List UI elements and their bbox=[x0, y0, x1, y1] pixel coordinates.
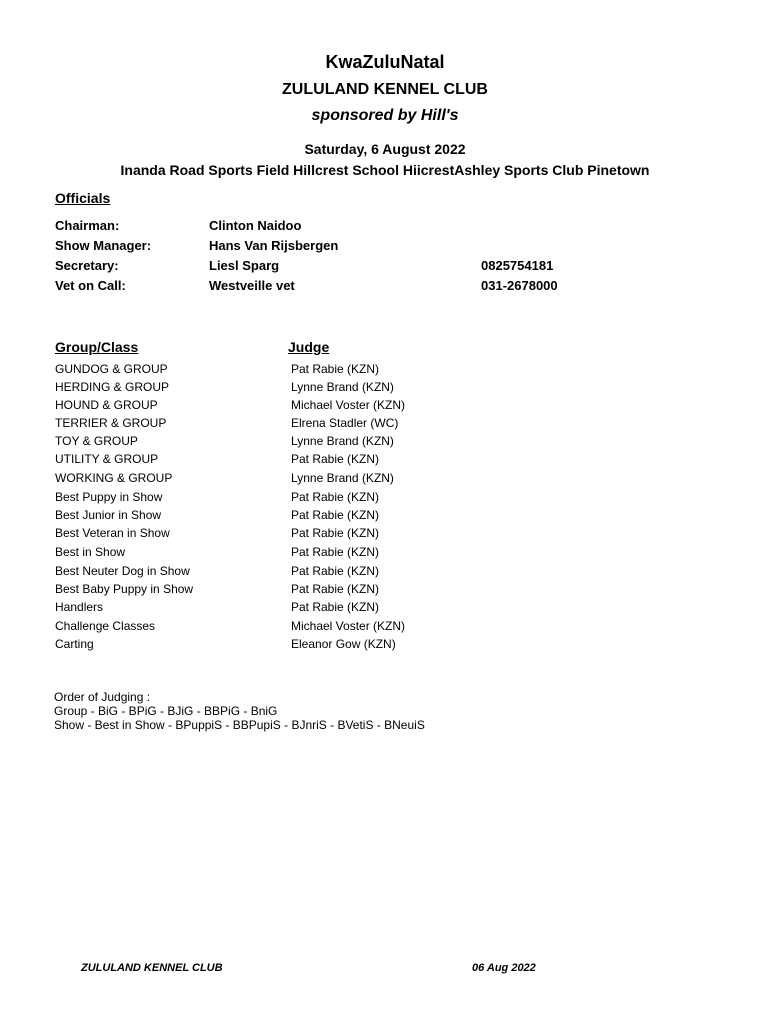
judging-row bbox=[55, 582, 555, 600]
class-name: Best Baby Puppy in Show bbox=[55, 582, 194, 596]
class-name: HOUND & GROUP bbox=[55, 398, 158, 412]
judge-name: Eleanor Gow (KZN) bbox=[291, 637, 396, 651]
region-title: KwaZuluNatal bbox=[325, 52, 445, 72]
judge-name: Pat Rabie (KZN) bbox=[291, 526, 380, 540]
official-name: Clinton Naidoo bbox=[209, 218, 302, 233]
class-name: TERRIER & GROUP bbox=[55, 416, 167, 430]
official-name: Hans Van Rijsbergen bbox=[209, 238, 339, 253]
class-name: Best Neuter Dog in Show bbox=[55, 564, 190, 578]
official-phone: 031-2678000 bbox=[481, 278, 558, 293]
official-name: Liesl Sparg bbox=[209, 258, 280, 273]
judge-name: Elrena Stadler (WC) bbox=[291, 416, 399, 430]
judge-name: Michael Voster (KZN) bbox=[291, 619, 406, 633]
official-label: Vet on Call: bbox=[55, 278, 126, 293]
class-name: Best in Show bbox=[55, 545, 126, 559]
class-name: HERDING & GROUP bbox=[55, 380, 170, 394]
judge-name: Pat Rabie (KZN) bbox=[291, 582, 380, 596]
official-label: Show Manager: bbox=[55, 238, 152, 253]
judge-name: Michael Voster (KZN) bbox=[291, 398, 406, 412]
class-name: Best Junior in Show bbox=[55, 508, 162, 522]
judge-heading: Judge bbox=[288, 339, 330, 355]
class-name: Carting bbox=[55, 637, 94, 651]
judging-row bbox=[55, 416, 555, 434]
judging-row bbox=[55, 452, 555, 470]
judging-row bbox=[55, 526, 555, 544]
official-label: Chairman: bbox=[55, 218, 120, 233]
judge-name: Pat Rabie (KZN) bbox=[291, 362, 380, 376]
official-name: Westveille vet bbox=[209, 278, 295, 293]
judging-row bbox=[55, 490, 555, 508]
officials-heading: Officials bbox=[55, 190, 111, 206]
official-row-secretary bbox=[55, 258, 655, 278]
judging-row bbox=[55, 508, 555, 526]
footer-club: ZULULAND KENNEL CLUB bbox=[81, 962, 223, 974]
club-name: ZULULAND KENNEL CLUB bbox=[282, 81, 488, 98]
order-of-judging bbox=[54, 690, 425, 732]
group-class-heading: Group/Class bbox=[55, 339, 139, 355]
judge-name: Pat Rabie (KZN) bbox=[291, 508, 380, 522]
judge-name: Lynne Brand (KZN) bbox=[291, 380, 394, 394]
official-label: Secretary: bbox=[55, 258, 119, 273]
official-phone: 0825754181 bbox=[481, 258, 554, 273]
judging-row bbox=[55, 362, 555, 380]
judging-row bbox=[55, 434, 555, 452]
judging-row bbox=[55, 398, 555, 416]
judge-name: Lynne Brand (KZN) bbox=[291, 471, 394, 485]
venue-line: Inanda Road Sports Field Hillcrest School HiicrestAshley Sports Club Pinetown bbox=[120, 162, 650, 178]
show-date: Saturday, 6 August 2022 bbox=[304, 141, 466, 157]
order-heading: Order of Judging : bbox=[54, 690, 151, 704]
sponsor-line: sponsored by Hill's bbox=[311, 107, 459, 124]
judging-row bbox=[55, 564, 555, 582]
official-row-show-manager bbox=[55, 238, 655, 258]
judge-name: Lynne Brand (KZN) bbox=[291, 434, 394, 448]
judging-row bbox=[55, 600, 555, 618]
judge-name: Pat Rabie (KZN) bbox=[291, 564, 380, 578]
judging-row bbox=[55, 619, 555, 637]
official-row-vet bbox=[55, 278, 655, 298]
class-name: Best Veteran in Show bbox=[55, 526, 170, 540]
class-name: Handlers bbox=[55, 600, 104, 614]
judge-name: Pat Rabie (KZN) bbox=[291, 490, 380, 504]
class-name: TOY & GROUP bbox=[55, 434, 138, 448]
judge-name: Pat Rabie (KZN) bbox=[291, 600, 380, 614]
class-name: UTILITY & GROUP bbox=[55, 452, 159, 466]
class-name: Best Puppy in Show bbox=[55, 490, 163, 504]
judging-row bbox=[55, 637, 555, 655]
class-name: Challenge Classes bbox=[55, 619, 156, 633]
order-group-line: Group - BiG - BPiG - BJiG - BBPiG - BniG bbox=[54, 704, 278, 718]
class-name: WORKING & GROUP bbox=[55, 471, 173, 485]
judge-name: Pat Rabie (KZN) bbox=[291, 545, 380, 559]
judging-row bbox=[55, 471, 555, 489]
judging-row bbox=[55, 380, 555, 398]
order-show-line: Show - Best in Show - BPuppiS - BBPupiS - BJnriS - BVetiS - BNeuiS bbox=[54, 718, 425, 732]
official-row-chairman bbox=[55, 218, 655, 238]
judging-row bbox=[55, 545, 555, 563]
class-name: GUNDOG & GROUP bbox=[55, 362, 168, 376]
footer-date: 06 Aug 2022 bbox=[472, 962, 536, 974]
judge-name: Pat Rabie (KZN) bbox=[291, 452, 380, 466]
